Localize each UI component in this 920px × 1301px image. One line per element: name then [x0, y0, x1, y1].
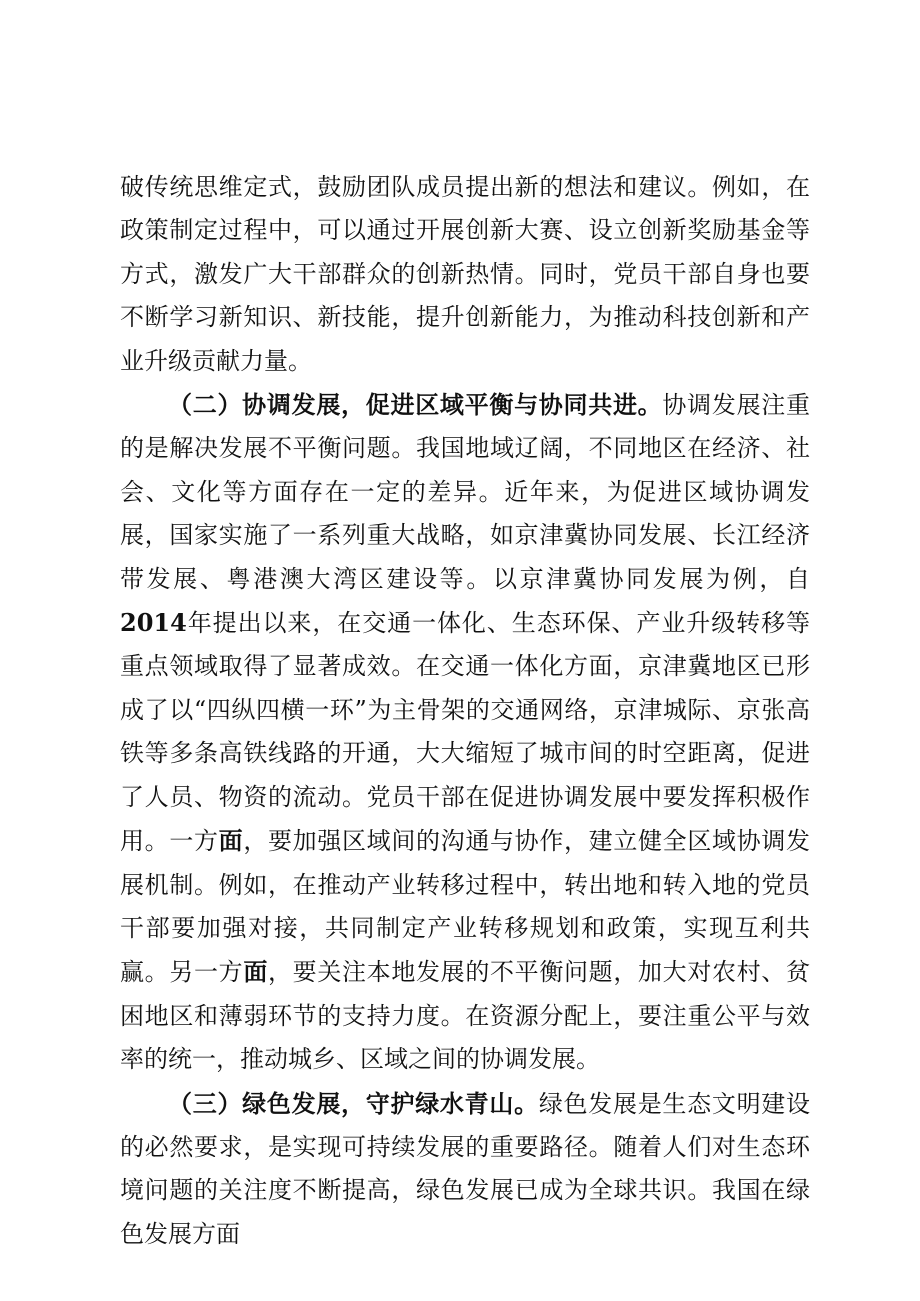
paragraph-text: 年提出以来，在交通一体化、生态环保、产业升级转移等重点领域取得了显著成效。在交通一体化方面，京津冀地区已形成了以“四纵四横一环”为主骨架的交通网络，京津城际、京张高铁等多条高铁线路的开通，大大缩短了城市间的时空距离，促进了人员、物资的流动。党员干部在促进协调发展中要发挥积极作用。一方 — [120, 609, 810, 856]
emphasis-char: 面 — [218, 826, 244, 856]
section-heading-green: （三）绿色发展，守护绿水青山。 — [168, 1088, 539, 1118]
paragraph-green-development — [120, 1082, 810, 1257]
paragraph-innovation-continued — [120, 166, 810, 383]
paragraph-text: ，要关注本地发展的不平衡问题，加大对农村、贫困地区和薄弱环节的支持力度。在资源分配上，要注重公平与效率的统一，推动城乡、区域之间的协调发展。 — [120, 958, 811, 1074]
paragraph-text: 协调发展注重的是解决发展不平衡问题。我国地域辽阔，不同地区在经济、社会、文化等方面存在一定的差异。近年来，为促进区域协调发展，国家实施了一系列重大战略，如京津冀协同发展、长江经济带发展、粤港澳大湾区建设等。以京津冀协同发展为例，自 — [120, 391, 811, 593]
paragraph-text: 破传统思维定式，鼓励团队成员提出新的想法和建议。例如，在政策制定过程中，可以通过开展创新大赛、设立创新奖励基金等方式，激发广大干部群众的创新热情。同时，党员干部自身也要不断学习新知识、新技能，提升创新能力，为推动科技创新和产业升级贡献力量。 — [120, 173, 810, 375]
section-heading-coordinated: （二）协调发展，促进区域平衡与协同共进。 — [168, 390, 663, 420]
document-body — [120, 166, 810, 1256]
paragraph-text: ，要加强区域间的沟通与协作，建立健全区域协调发展机制。例如，在推动产业转移过程中，转出地和转入地的党员干部要加强对接，共同制定产业转移规划和政策，实现互利共赢。另一方 — [120, 827, 811, 987]
paragraph-coordinated-development — [120, 383, 810, 1082]
paragraph-text: 绿色发展是生态文明建设的必然要求，是实现可持续发展的重要路径。随着人们对生态环境问题的关注度不断提高，绿色发展已成为全球共识。我国在绿色发展方面 — [120, 1089, 811, 1248]
year-number: 2014 — [120, 608, 187, 638]
emphasis-char: 面 — [243, 957, 269, 987]
